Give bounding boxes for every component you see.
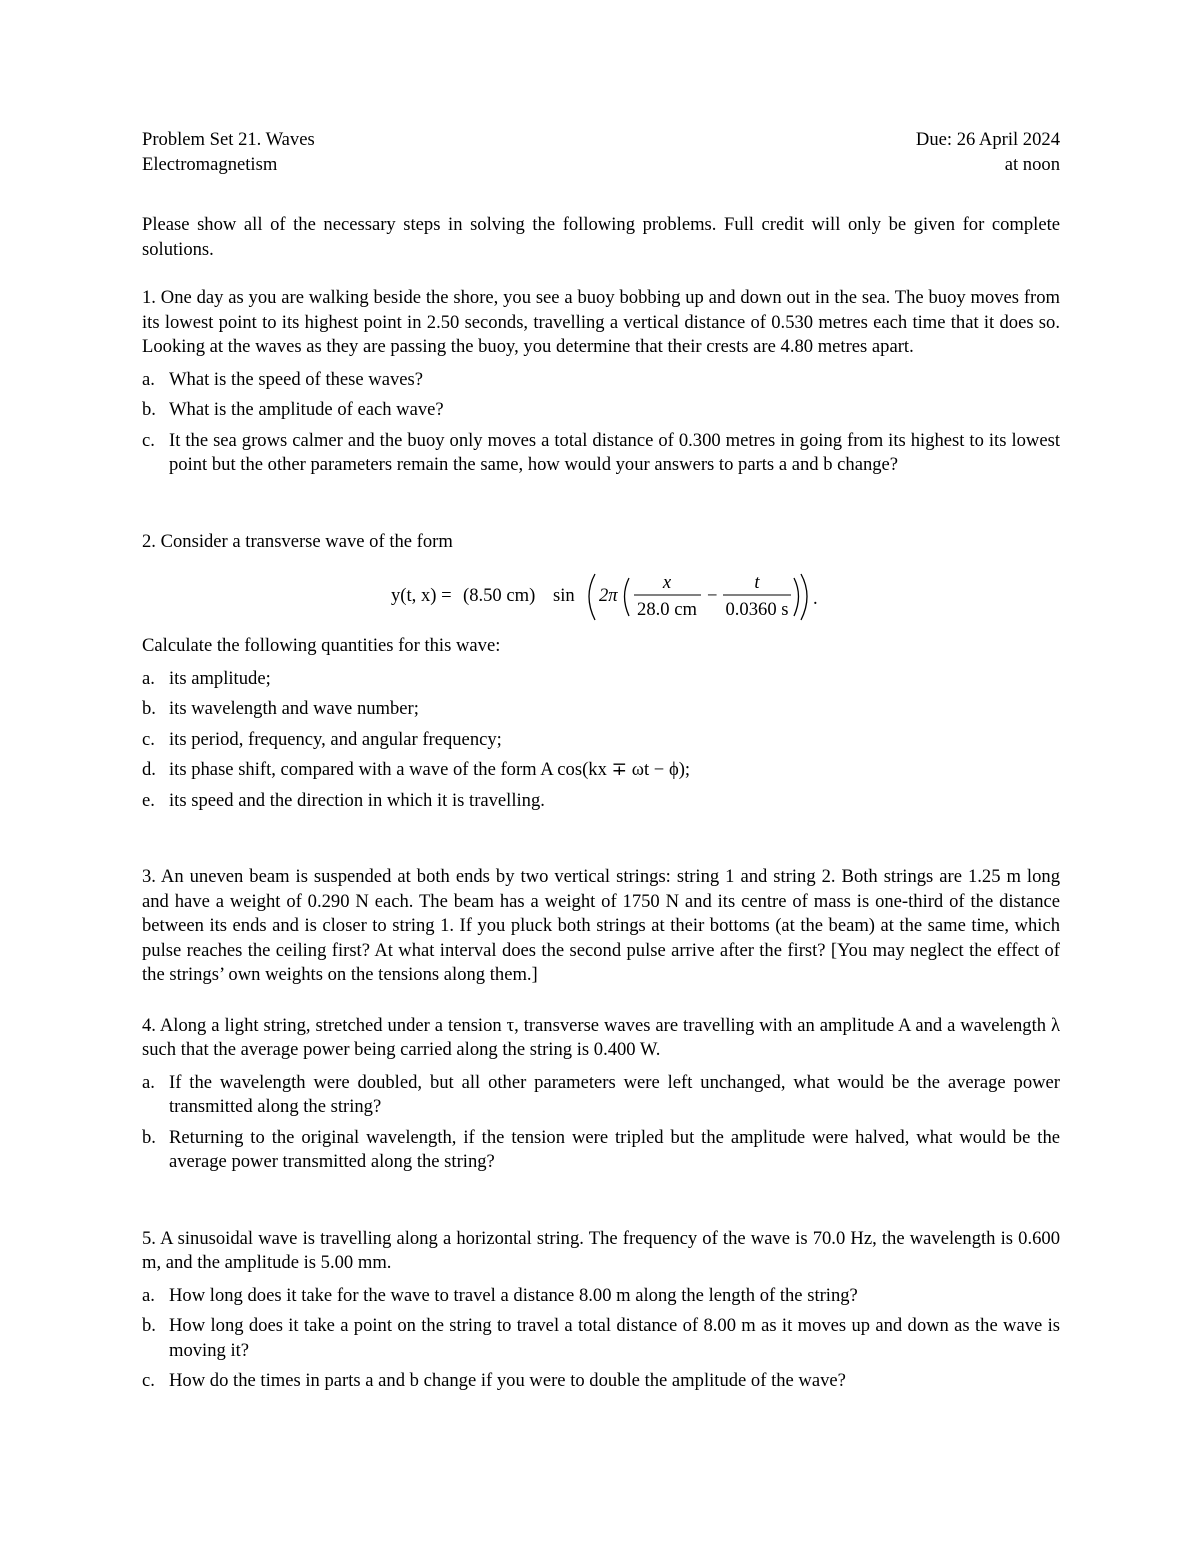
problem-1 [142,286,1060,478]
equation-lhs: y(t, x) = [391,585,452,606]
part-label: e. [142,789,155,811]
part-label: a. [142,1071,155,1093]
equation-minus: − [707,585,718,606]
equation-sin: sin [553,585,575,606]
right-inner-paren [794,578,799,616]
list-item [142,697,1060,722]
list-item [142,429,1060,478]
part-label: a. [142,667,155,689]
part-text: its amplitude; [169,667,271,689]
fraction-2-denominator: 0.0360 s [725,599,789,620]
part-text: How long does it take for the wave to travel a distance 8.00 m along the length of the string? [169,1284,858,1306]
fraction-1-numerator: x [662,572,672,593]
list-item [142,1314,1060,1363]
part-text: its wavelength and wave number; [169,698,419,719]
due-date: Due: 26 April 2024 [915,129,1060,150]
right-big-paren [801,574,807,620]
course-title: Problem Set 21. Waves [142,129,315,150]
header-left [142,128,315,177]
wave-equation [182,568,1060,624]
part-label: a. [142,368,155,390]
part-label: d. [142,759,156,780]
problem-3-stem: 3. An uneven beam is suspended at both ends by two vertical strings: string 1 and string 2. Both strings are 1.25 m long and have a weight of 0.290 N each. The beam has a weight of 1750 N and its centre of mass is one-third of the distance between its ends and is closer to string 1. If you pluck both strings at their bottoms (at the beam) at the same time, which pulse reaches the ceiling first? At what interval does the second pulse arrive after the first? [You may neglect the effect of the strings’ own weights on the tensions along them.] [142,866,1060,985]
part-label: b. [142,399,156,420]
part-text: its speed and the direction in which it is travelling. [169,789,545,811]
problem-1-parts [142,368,1060,478]
part-text: How do the times in parts a and b change if you were to double the amplitude of the wave? [169,1370,846,1391]
list-item [142,398,1060,423]
problem-2-parts [142,667,1060,814]
course-subtitle: Electromagnetism [142,153,278,175]
document-page [142,128,1060,1400]
problem-5-parts [142,1284,1060,1394]
part-text: Returning to the original wavelength, if the tension were tripled but the amplitude were halved, what would be the average power transmitted along the string? [169,1126,1060,1172]
equation-end: . [813,588,818,609]
list-item [142,1369,1060,1394]
list-item [142,667,1060,692]
list-item [142,758,1060,783]
list-item [142,1126,1060,1175]
problem-4-parts [142,1071,1060,1175]
header-right [916,128,1060,177]
problem-2-stem: 2. Consider a transverse wave of the form [142,530,453,552]
problem-5 [142,1227,1060,1394]
part-label: c. [142,728,155,750]
part-text: its period, frequency, and angular frequency; [169,728,502,750]
wave-equation-svg [391,568,851,624]
page-header [142,128,1060,177]
left-big-paren [589,574,595,620]
part-text: What is the speed of these waves? [169,368,424,390]
problem-1-stem: 1. One day as you are walking beside the shore, you see a buoy bobbing up and down out in the sea. The buoy moves from its lowest point to its highest point in 2.50 seconds, travelling a vertical distance of 0.530 metres each time that it does so. Looking at the waves as they are passing the buoy, you determine that their crests are 4.80 metres apart. [142,287,1060,357]
problem-4 [142,1014,1060,1175]
part-text: If the wavelength were doubled, but all other parameters were left unchanged, what would be the average power transmitted along the string? [169,1071,1060,1117]
list-item [142,1071,1060,1120]
fraction-1-denominator: 28.0 cm [637,599,697,620]
part-text: What is the amplitude of each wave? [169,399,444,420]
problem-4-stem: 4. Along a light string, stretched under a tension τ, transverse waves are travelling with an amplitude A and a wavelength λ such that the average power being carried along the string is 0.400 W. [142,1014,1060,1060]
part-text: its phase shift, compared with a wave of the form A cos(kx ∓ ωt − ϕ); [169,759,691,780]
list-item [142,1284,1060,1309]
part-label: b. [142,1126,156,1148]
part-label: c. [142,429,155,451]
problem-2 [142,530,1060,814]
part-label: a. [142,1284,155,1306]
instructions: Please show all of the necessary steps in solving the following problems. Full credit will only be given for complete solutions. [142,214,1060,260]
part-label: b. [142,1315,156,1336]
problem-5-stem: 5. A sinusoidal wave is travelling along a horizontal string. The frequency of the wave is 70.0 Hz, the wavelength is 0.600 m, and the amplitude is 5.00 mm. [142,1227,1060,1273]
list-item [142,368,1060,393]
problem-2-after: Calculate the following quantities for this wave: [142,635,501,656]
equation-amplitude: (8.50 cm) [463,585,536,606]
part-text: How long does it take a point on the string to travel a total distance of 8.00 m as it moves up and down as the wave is moving it? [169,1315,1060,1361]
equation-two-pi: 2π [599,585,618,606]
due-time: at noon [1004,153,1060,175]
part-label: b. [142,698,156,719]
part-label: c. [142,1370,155,1391]
left-inner-paren [625,578,630,616]
list-item [142,728,1060,753]
list-item [142,789,1060,814]
problem-3 [142,865,1060,988]
fraction-2-numerator: t [754,572,760,593]
part-text: It the sea grows calmer and the buoy only moves a total distance of 0.300 metres in going from its highest to its lowest point but the other parameters remain the same, how would your answers to parts a and b change? [169,429,1060,475]
